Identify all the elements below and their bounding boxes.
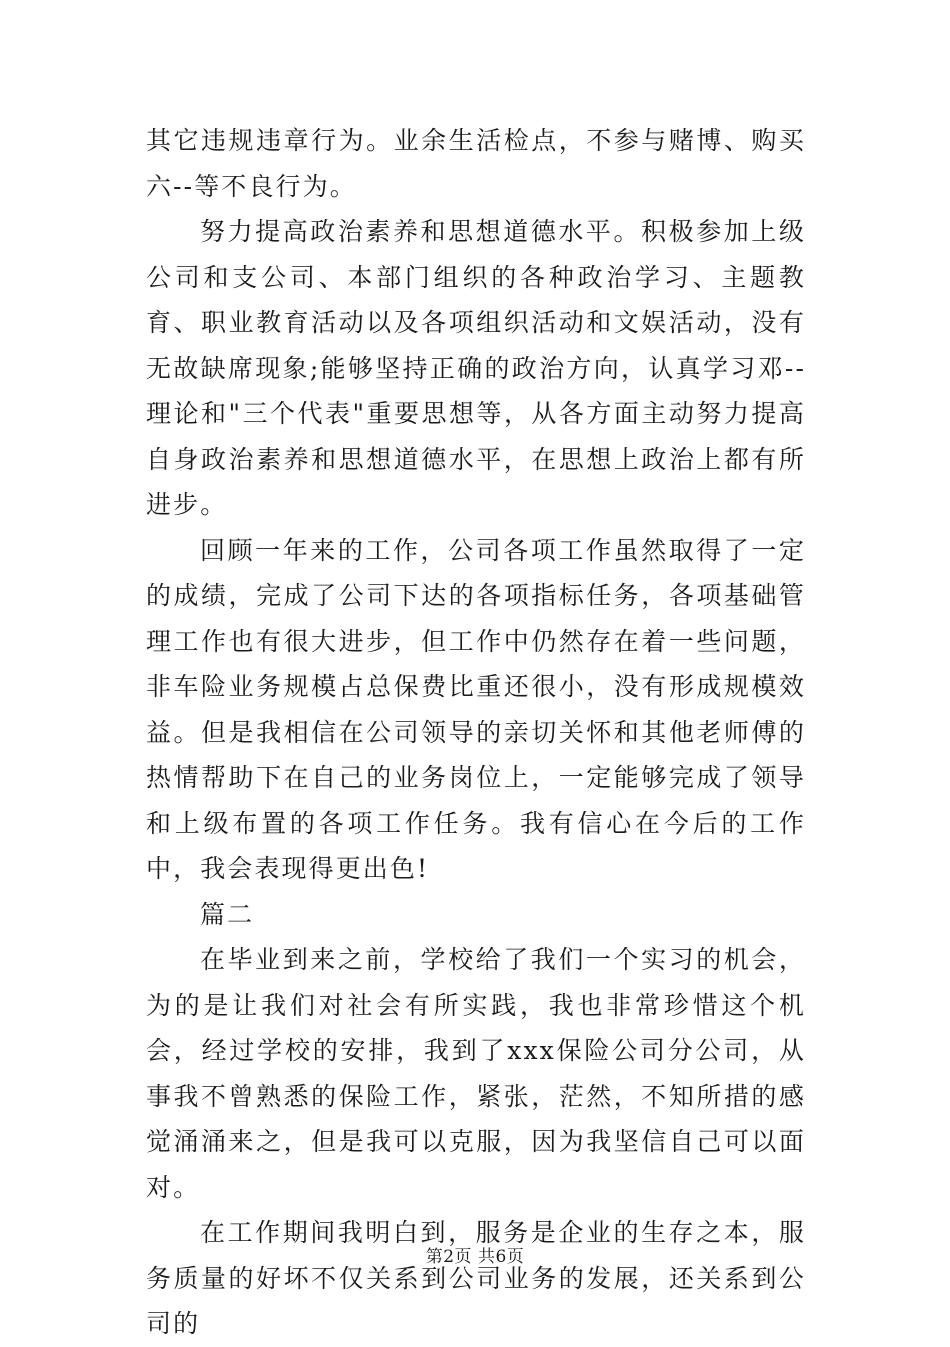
paragraph: 在工作期间我明白到，服务是企业的生存之本，服务质量的好坏不仅关系到公司业务的发展，还关系到公司的 (146, 1218, 806, 1338)
page-number-label: 第2页 共6页 (425, 1247, 525, 1267)
section-heading: 篇二 (200, 899, 255, 929)
document-body (146, 118, 806, 1347)
paragraph: 回顾一年来的工作，公司各项工作虽然取得了一定的成绩，完成了公司下达的各项指标任务，各项基础管理工作也有很大进步，但工作中仍然存在着一些问题，非车险业务规模占总保费比重还很小，没有形成规模效益。但是我相信在公司领导的亲切关怀和其他老师傅的热情帮助下在自己的业务岗位上，一定能够完成了领导和上级布置的各项工作任务。我有信心在今后的工作中，我会表现得更出色! (146, 535, 806, 883)
paragraph: 其它违规违章行为。业余生活检点，不参与赌博、购买六--等不良行为。 (146, 126, 806, 201)
page-footer (0, 1242, 950, 1267)
paragraph: 努力提高政治素养和思想道德水平。积极参加上级公司和支公司、本部门组织的各种政治学习、主题教育、职业教育活动以及各项组织活动和文娱活动，没有无故缺席现象;能够坚持正确的政治方向，认真学习邓--理论和"三个代表"重要思想等，从各方面主动努力提高自身政治素养和思想道德水平，在思想上政治上都有所进步。 (146, 217, 806, 519)
paragraph: 在毕业到来之前，学校给了我们一个实习的机会，为的是让我们对社会有所实践，我也非常珍惜这个机会，经过学校的安排，我到了xxx保险公司分公司，从事我不曾熟悉的保险工作，紧张，茫然，不知所措的感觉涌涌来之，但是我可以克服，因为我坚信自己可以面对。 (146, 945, 806, 1202)
